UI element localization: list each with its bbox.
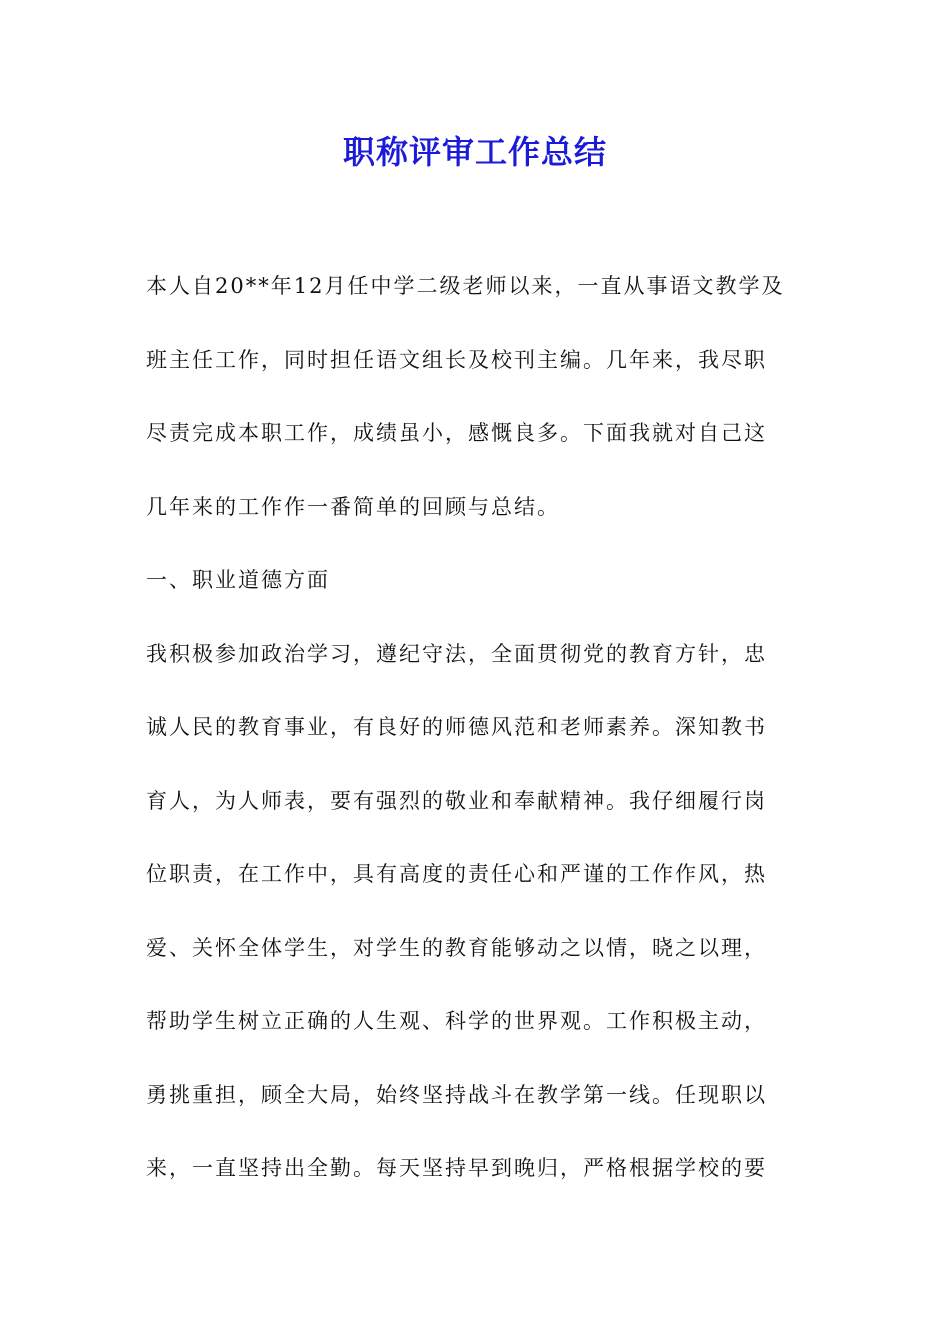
body-line: 尽责完成本职工作，成绩虽小，感慨良多。下面我就对自己这 [146, 421, 767, 445]
body-line: 勇挑重担，顾全大局，始终坚持战斗在教学第一线。任现职以 [146, 1082, 767, 1107]
body-line: 来，一直坚持出全勤。每天坚持早到晚归，严格根据学校的要 [146, 1156, 767, 1180]
section-heading: 一、职业道德方面 [146, 568, 330, 592]
body-line: 育人，为人师表，要有强烈的敬业和奉献精神。我仔细履行岗 [146, 788, 767, 813]
body-line: 位职责，在工作中，具有高度的责任心和严谨的工作作风，热 [146, 862, 767, 886]
body-line: 本人自20**年12月任中学二级老师以来，一直从事语文教学及 [146, 274, 785, 298]
body-line: 我积极参加政治学习，遵纪守法，全面贯彻党的教育方针，忠 [146, 641, 767, 666]
document-title: 职称评审工作总结 [342, 133, 607, 171]
body-line: 几年来的工作作一番简单的回顾与总结。 [146, 494, 560, 519]
document-body [146, 264, 810, 1220]
body-line: 爱、关怀全体学生，对学生的教育能够动之以情，晓之以理， [146, 935, 767, 960]
body-line: 班主任工作，同时担任语文组长及校刊主编。几年来，我尽职 [146, 347, 767, 372]
body-line: 帮助学生树立正确的人生观、科学的世界观。工作积极主动， [146, 1009, 767, 1033]
body-line: 诚人民的教育事业，有良好的师德风范和老师素养。深知教书 [146, 715, 767, 739]
